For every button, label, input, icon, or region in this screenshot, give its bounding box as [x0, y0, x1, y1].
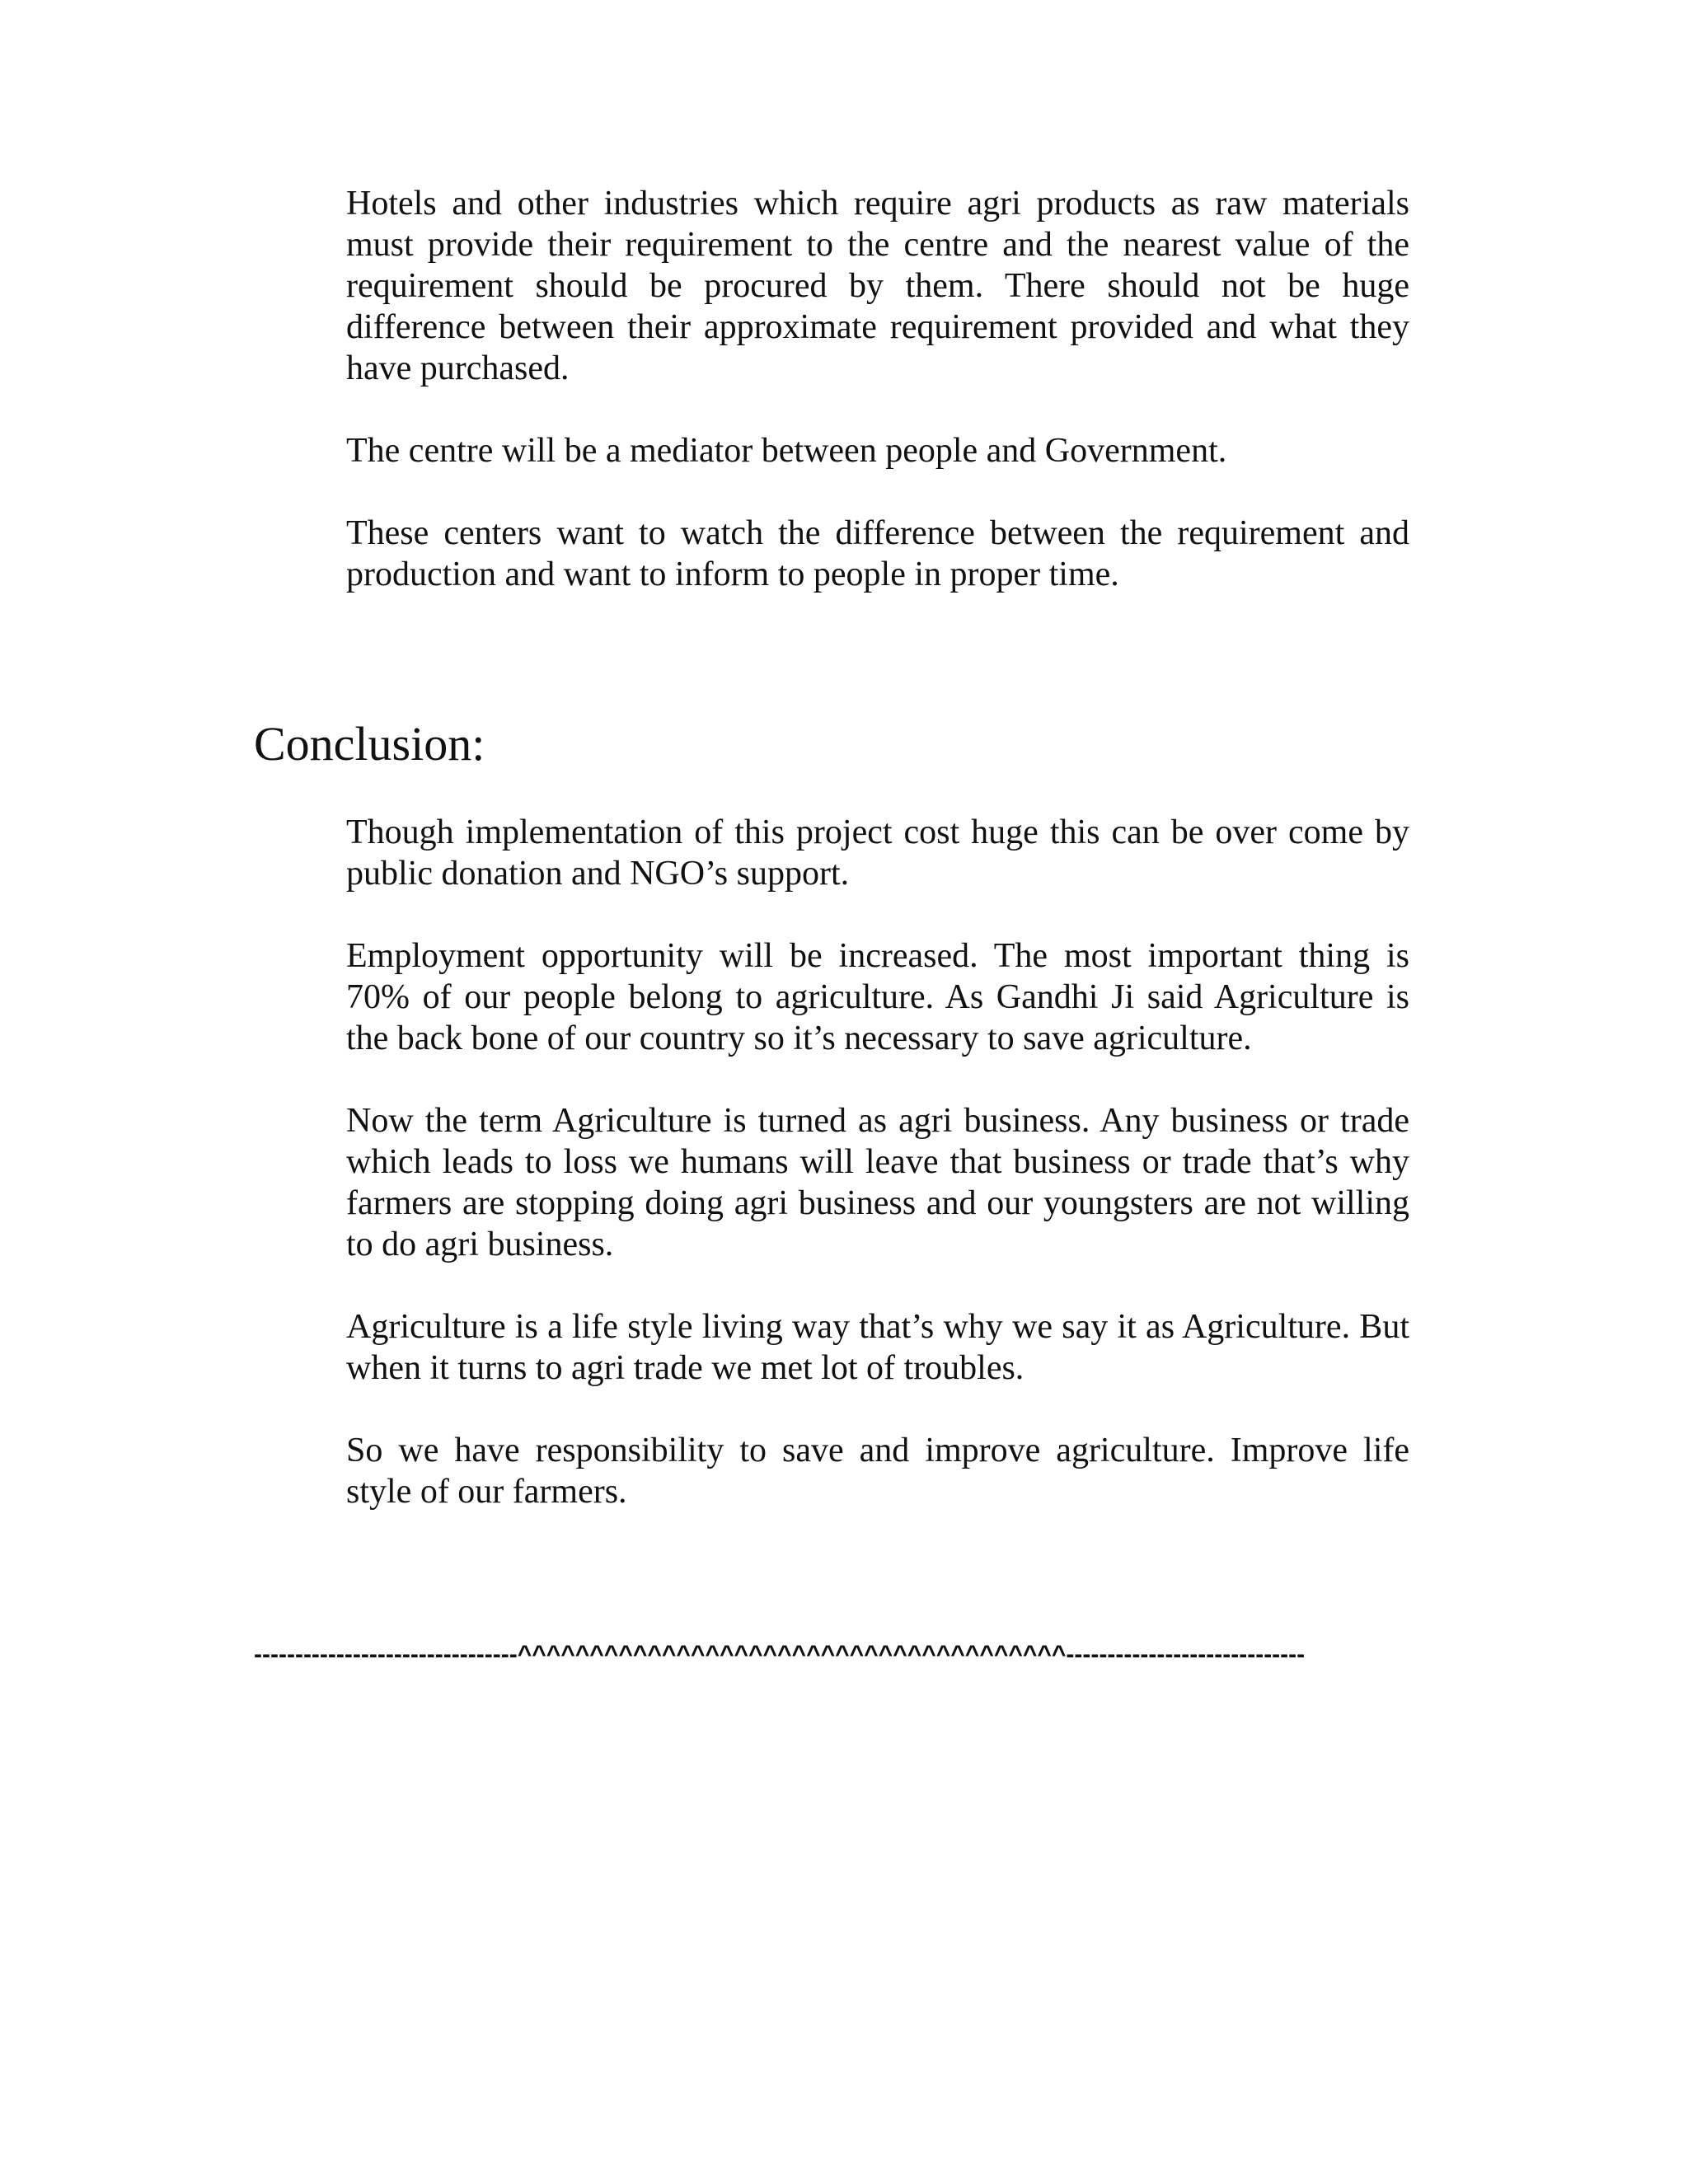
- paragraph-life-style: Agriculture is a life style living way that’s why we say it as Agriculture. But when it turns to agri trade we met lot of troubles.: [346, 1308, 1409, 1387]
- paragraph-centers-watch: These centers want to watch the difference between the requirement and production and want to inform to people in proper time.: [346, 514, 1409, 593]
- paragraph-responsibility: So we have responsibility to save and improve agriculture. Improve life style of our farmers.: [346, 1432, 1409, 1511]
- paragraph-implementation-cost: Though implementation of this project cost huge this can be over come by public donation and NGO’s support.: [346, 813, 1409, 893]
- end-separator: --------------------------------^^^^^^^^^^^^^^^^^^^^^^^^^^^^^^^^^^^^^^-----------------------------: [254, 1641, 1306, 1668]
- paragraph-hotels-requirement: Hotels and other industries which require agri products as raw materials must provide their requirement to the centre and the nearest value of the requirement should be procured by them. There should not be huge difference between their approximate requirement provided and what they have purchased.: [346, 185, 1409, 387]
- paragraph-employment-opportunity: Employment opportunity will be increased. The most important thing is 70% of our people belong to agriculture. As Gandhi Ji said Agriculture is the back bone of our country so it’s necessary to save agriculture.: [346, 937, 1409, 1057]
- paragraph-agri-business: Now the term Agriculture is turned as agri business. Any business or trade which leads to loss we humans will leave that business or trade that’s why farmers are stopping doing agri business and our youngsters are not willing to do agri business.: [346, 1102, 1409, 1263]
- conclusion-heading: Conclusion:: [254, 717, 485, 771]
- paragraph-centre-mediator: The centre will be a mediator between people and Government.: [346, 432, 1227, 470]
